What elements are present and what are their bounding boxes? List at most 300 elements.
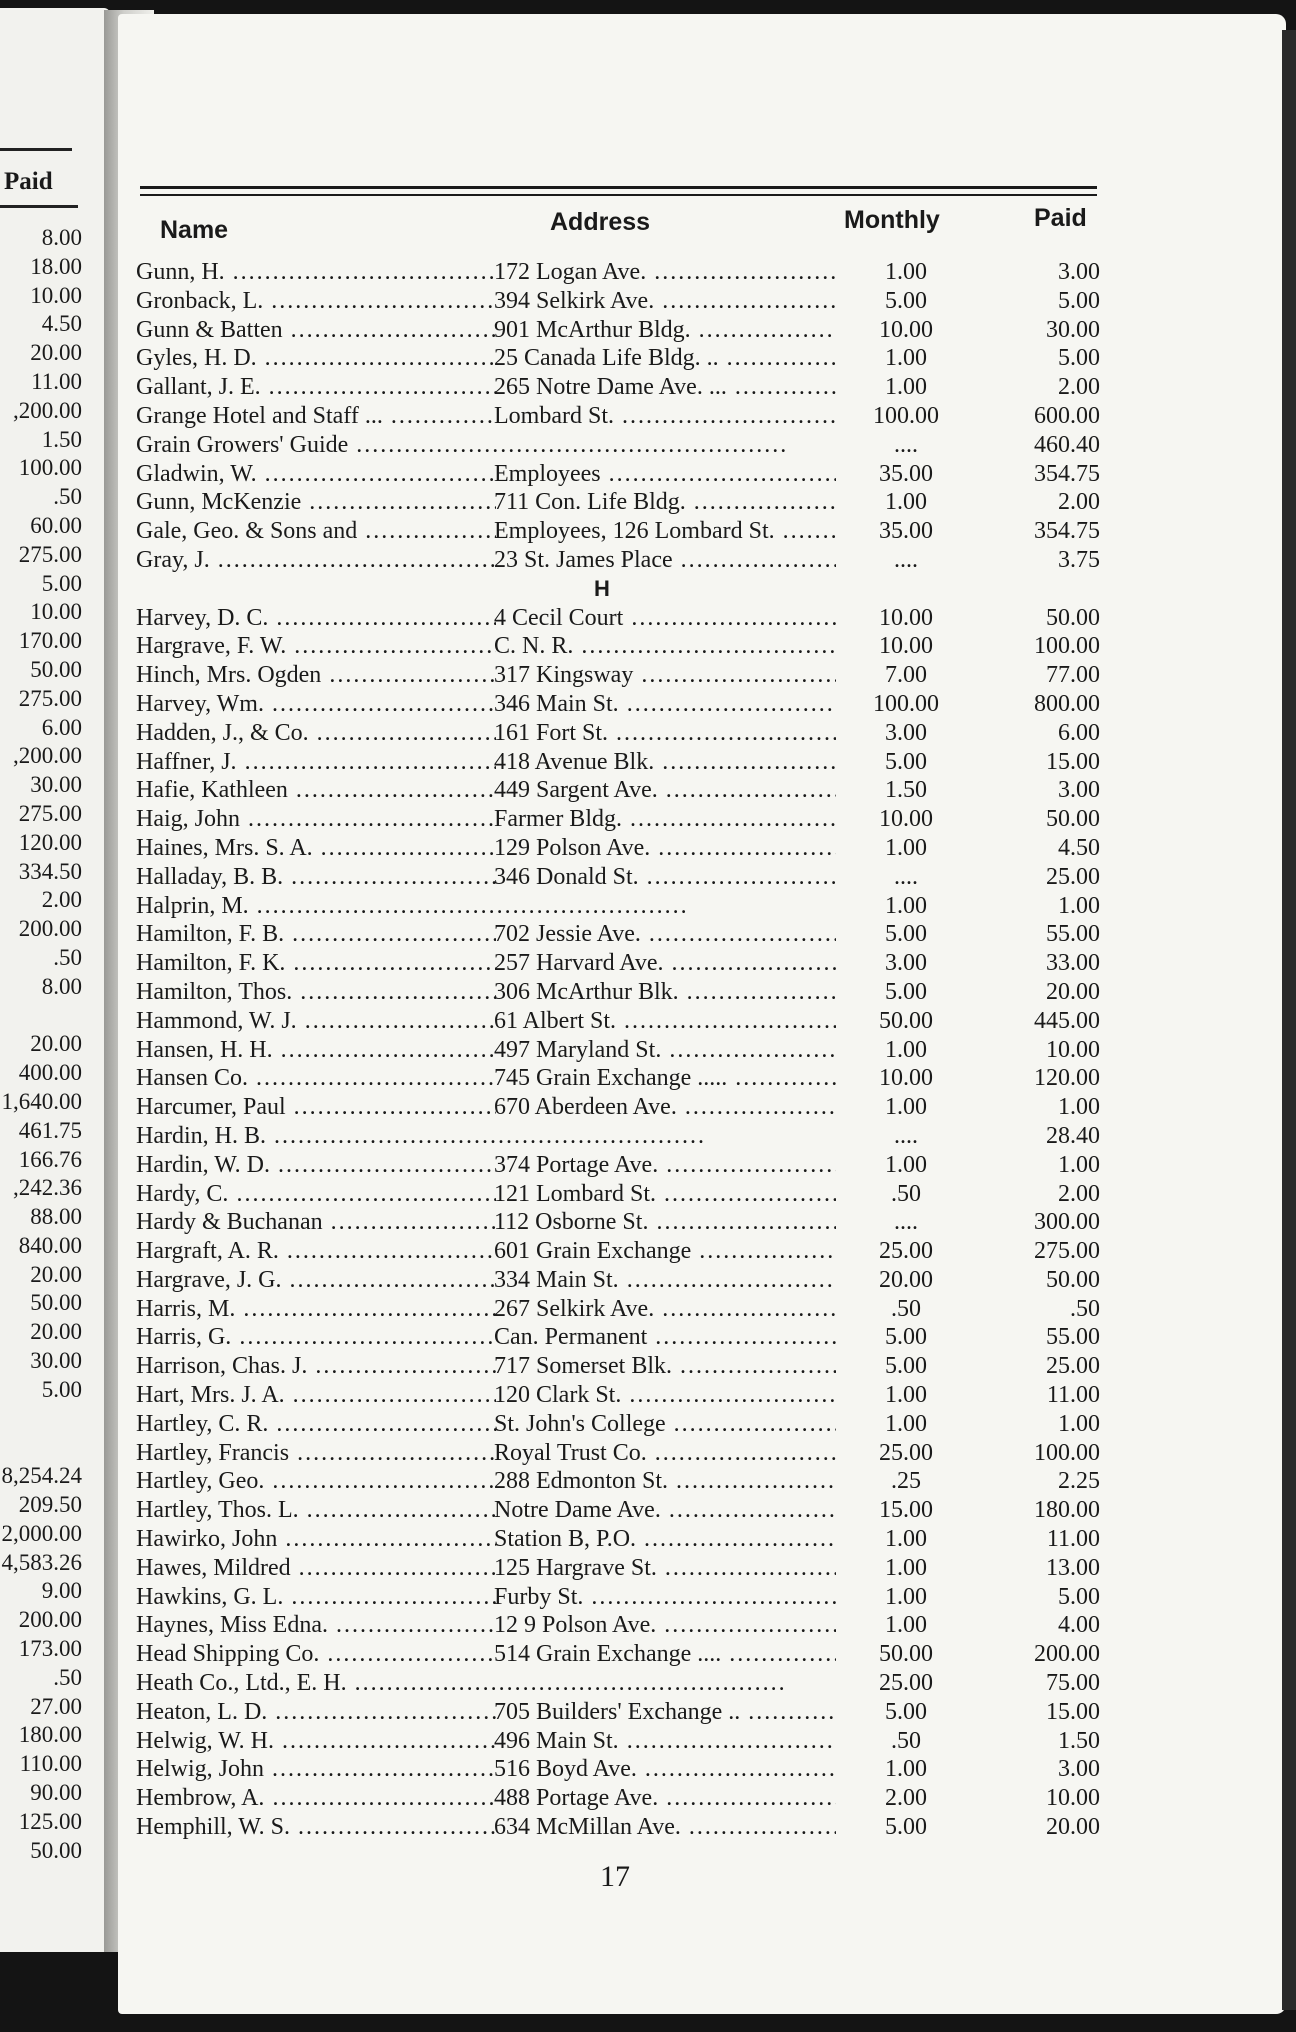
table-row — [136, 920, 1106, 949]
left-page — [0, 8, 110, 1952]
row-name: Harvey, Wm. ..... — [136, 690, 496, 719]
row-name: Harcumer, Paul ..... — [136, 1093, 496, 1122]
row-monthly: .... — [836, 1208, 976, 1237]
row-paid: 10.00 — [976, 1036, 1100, 1065]
table-row — [136, 1323, 1106, 1352]
row-paid: 5.00 — [976, 1583, 1100, 1612]
table-row — [136, 460, 1106, 489]
row-paid: 1.00 — [976, 892, 1100, 921]
left-page-value — [0, 1405, 82, 1434]
table-row — [136, 949, 1106, 978]
row-name: Gladwin, W. ..... — [136, 460, 496, 489]
row-address: 61 Albert St. ..... — [494, 1007, 856, 1036]
row-address: 112 Osborne St. ..... — [494, 1208, 856, 1237]
row-monthly: 1.00 — [836, 344, 976, 373]
row-address: 717 Somerset Blk. ..... — [494, 1352, 856, 1381]
row-name: Harris, M. ..... — [136, 1295, 496, 1324]
left-page-value: 209.50 — [18, 1492, 82, 1518]
row-paid: 445.00 — [976, 1007, 1100, 1036]
left-page-value: 20.00 — [30, 340, 82, 366]
row-monthly: 50.00 — [836, 1007, 976, 1036]
row-address: 257 Harvard Ave. ..... — [494, 949, 856, 978]
row-monthly: 1.00 — [836, 1381, 976, 1410]
row-paid: 600.00 — [976, 402, 1100, 431]
row-monthly: 1.00 — [836, 892, 976, 921]
row-name: Halprin, M. ..... — [136, 892, 856, 921]
left-page-value: 11.00 — [31, 368, 82, 394]
row-paid: 11.00 — [976, 1381, 1100, 1410]
row-paid: 100.00 — [976, 1439, 1100, 1468]
row-name: Hargraft, A. R. ..... — [136, 1237, 496, 1266]
row-paid: 3.00 — [976, 258, 1100, 287]
table-row — [136, 373, 1106, 402]
left-page-value: .50 — [53, 944, 82, 970]
row-name: Gunn & Batten ..... — [136, 316, 496, 345]
row-monthly: 1.50 — [836, 776, 976, 805]
row-paid: 354.75 — [976, 460, 1100, 489]
row-name: Gunn, McKenzie ..... — [136, 488, 496, 517]
left-page-value: ,200.00 — [13, 397, 82, 423]
row-monthly: 5.00 — [836, 978, 976, 1007]
row-address: Farmer Bldg. ..... — [494, 805, 856, 834]
table-row — [136, 1180, 1106, 1209]
row-name: Hamilton, Thos. ..... — [136, 978, 496, 1007]
row-address: 745 Grain Exchange ..... ..... — [494, 1064, 856, 1093]
row-name: Hardin, H. B. ..... — [136, 1122, 856, 1151]
row-paid: 275.00 — [976, 1237, 1100, 1266]
row-address: 418 Avenue Blk. ..... — [494, 748, 856, 777]
row-paid: 50.00 — [976, 604, 1100, 633]
row-name: Harris, G. ..... — [136, 1323, 496, 1352]
table-row — [136, 316, 1106, 345]
row-name: Helwig, W. H. ..... — [136, 1727, 496, 1756]
row-paid: 75.00 — [976, 1669, 1100, 1698]
row-name: Hawkins, G. L. ..... — [136, 1583, 496, 1612]
row-address: 12 9 Polson Ave. ..... — [494, 1611, 856, 1640]
left-page-value: 30.00 — [30, 772, 82, 798]
row-paid: 6.00 — [976, 719, 1100, 748]
row-monthly: 2.00 — [836, 1784, 976, 1813]
table-row — [136, 1237, 1106, 1266]
row-monthly: 1.00 — [836, 834, 976, 863]
row-address: 161 Fort St. ..... — [494, 719, 856, 748]
row-monthly: .... — [836, 1122, 976, 1151]
table-row — [136, 287, 1106, 316]
left-page-value: 1,640.00 — [1, 1088, 82, 1114]
table-row — [136, 834, 1106, 863]
left-page-value: 170.00 — [18, 628, 82, 654]
row-address: 514 Grain Exchange .... ..... — [494, 1640, 856, 1669]
table-row — [136, 1583, 1106, 1612]
row-paid: 11.00 — [976, 1525, 1100, 1554]
row-name: Harvey, D. C. ..... — [136, 604, 496, 633]
row-paid: 15.00 — [976, 748, 1100, 777]
left-page-value: 20.00 — [30, 1319, 82, 1345]
row-address: 670 Aberdeen Ave. ..... — [494, 1093, 856, 1122]
row-address: 516 Boyd Ave. ..... — [494, 1755, 856, 1784]
row-address: Employees, 126 Lombard St. ..... — [494, 517, 856, 546]
double-rule — [140, 194, 1097, 196]
row-monthly: .25 — [836, 1467, 976, 1496]
row-name: Hartley, C. R. ..... — [136, 1410, 496, 1439]
row-address: C. N. R. ..... — [494, 632, 856, 661]
table-row — [136, 1122, 1106, 1151]
row-paid: 2.00 — [976, 488, 1100, 517]
left-page-rule — [0, 205, 78, 208]
left-page-value: 2.00 — [41, 887, 82, 913]
table-row — [136, 690, 1106, 719]
row-name: Hartley, Francis ..... — [136, 1439, 496, 1468]
row-paid: 30.00 — [976, 316, 1100, 345]
row-monthly: 3.00 — [836, 719, 976, 748]
row-address: St. John's College ..... — [494, 1410, 856, 1439]
row-monthly: .... — [836, 863, 976, 892]
row-paid: 100.00 — [976, 632, 1100, 661]
row-paid: 13.00 — [976, 1554, 1100, 1583]
row-monthly: 5.00 — [836, 1352, 976, 1381]
row-paid: 1.00 — [976, 1410, 1100, 1439]
row-monthly: 1.00 — [836, 1036, 976, 1065]
table-row — [136, 258, 1106, 287]
table-row — [136, 1036, 1106, 1065]
row-monthly: 25.00 — [836, 1237, 976, 1266]
row-name: Hawes, Mildred ..... — [136, 1554, 496, 1583]
table-row — [136, 1208, 1106, 1237]
row-name: Head Shipping Co. ..... — [136, 1640, 496, 1669]
table-row — [136, 805, 1106, 834]
left-page-value: .50 — [53, 484, 82, 510]
row-name: Gale, Geo. & Sons and ..... — [136, 517, 496, 546]
table-row — [136, 431, 1106, 460]
left-page-value: 9.00 — [41, 1578, 82, 1604]
left-page-value: 27.00 — [30, 1693, 82, 1719]
left-page-value: 5.00 — [41, 570, 82, 596]
row-name: Hansen, H. H. ..... — [136, 1036, 496, 1065]
row-monthly: 1.00 — [836, 373, 976, 402]
row-monthly: 7.00 — [836, 661, 976, 690]
subscriber-list — [136, 258, 1106, 1842]
table-row — [136, 1266, 1106, 1295]
row-paid: 28.40 — [976, 1122, 1100, 1151]
row-name: Gallant, J. E. ..... — [136, 373, 496, 402]
row-name: Haig, John ..... — [136, 805, 496, 834]
row-paid: .50 — [976, 1295, 1100, 1324]
row-address: 601 Grain Exchange ..... — [494, 1237, 856, 1266]
row-name: Gyles, H. D. ..... — [136, 344, 496, 373]
row-monthly: 10.00 — [836, 1064, 976, 1093]
table-row — [136, 719, 1106, 748]
page-edge — [1282, 30, 1296, 2010]
row-name: Hammond, W. J. ..... — [136, 1007, 496, 1036]
row-monthly: 1.00 — [836, 1093, 976, 1122]
left-page-value: 8.00 — [41, 973, 82, 999]
row-name: Hemphill, W. S. ..... — [136, 1813, 496, 1842]
column-header-address: Address — [550, 208, 651, 236]
row-paid: 1.50 — [976, 1727, 1100, 1756]
table-row — [136, 1554, 1106, 1583]
page-number: 17 — [600, 1860, 630, 1893]
left-page-value: 8.00 — [41, 225, 82, 250]
row-address: 497 Maryland St. ..... — [494, 1036, 856, 1065]
row-monthly: .50 — [836, 1180, 976, 1209]
left-page-value: 334.50 — [18, 858, 82, 884]
row-paid: 5.00 — [976, 287, 1100, 316]
row-address: 267 Selkirk Ave. ..... — [494, 1295, 856, 1324]
row-monthly: .50 — [836, 1727, 976, 1756]
table-row — [136, 1813, 1106, 1842]
left-page-value: 166.76 — [18, 1146, 82, 1172]
table-row — [136, 1698, 1106, 1727]
row-paid: 120.00 — [976, 1064, 1100, 1093]
left-page-value: 461.75 — [18, 1117, 82, 1143]
row-address: 394 Selkirk Ave. ..... — [494, 287, 856, 316]
table-row — [136, 1611, 1106, 1640]
row-address: 702 Jessie Ave. ..... — [494, 920, 856, 949]
left-page-value — [0, 1002, 82, 1031]
row-monthly: 1.00 — [836, 1410, 976, 1439]
row-address: 129 Polson Ave. ..... — [494, 834, 856, 863]
row-address: 374 Portage Ave. ..... — [494, 1151, 856, 1180]
row-monthly: 1.00 — [836, 1151, 976, 1180]
row-paid: 55.00 — [976, 1323, 1100, 1352]
table-row — [136, 1151, 1106, 1180]
left-page-value: 173.00 — [18, 1636, 82, 1662]
row-name: Hartley, Thos. L. ..... — [136, 1496, 496, 1525]
left-page-paid-column — [0, 224, 82, 1865]
row-name: Haffner, J. ..... — [136, 748, 496, 777]
row-monthly: 50.00 — [836, 1640, 976, 1669]
row-address: 23 St. James Place ..... — [494, 546, 856, 575]
table-row — [136, 604, 1106, 633]
column-header-monthly: Monthly — [844, 206, 940, 234]
table-row — [136, 1727, 1106, 1756]
row-monthly: 25.00 — [836, 1669, 976, 1698]
row-address: 449 Sargent Ave. ..... — [494, 776, 856, 805]
row-address: Royal Trust Co. ..... — [494, 1439, 856, 1468]
row-monthly: 15.00 — [836, 1496, 976, 1525]
table-row — [136, 1410, 1106, 1439]
row-address: Furby St. ..... — [494, 1583, 856, 1612]
left-page-value: 2,000.00 — [1, 1520, 82, 1546]
row-name: Hartley, Geo. ..... — [136, 1467, 496, 1496]
row-paid: 5.00 — [976, 344, 1100, 373]
left-page-value: 8,254.24 — [1, 1463, 82, 1489]
row-name: Hardy & Buchanan ..... — [136, 1208, 496, 1237]
row-name: Haines, Mrs. S. A. ..... — [136, 834, 496, 863]
row-monthly: 10.00 — [836, 316, 976, 345]
row-name: Hembrow, A. ..... — [136, 1784, 496, 1813]
row-monthly: 5.00 — [836, 287, 976, 316]
left-page-value: 200.00 — [18, 916, 82, 942]
row-address: 125 Hargrave St. ..... — [494, 1554, 856, 1583]
row-monthly: 5.00 — [836, 1698, 976, 1727]
table-row — [136, 1093, 1106, 1122]
table-row — [136, 1640, 1106, 1669]
row-monthly: .... — [836, 546, 976, 575]
table-row — [136, 517, 1106, 546]
row-monthly: 1.00 — [836, 1611, 976, 1640]
table-row — [136, 1064, 1106, 1093]
left-page-value: 88.00 — [30, 1204, 82, 1230]
section-letter: H — [594, 575, 610, 601]
top-rule — [140, 186, 1097, 189]
row-address: 496 Main St. ..... — [494, 1727, 856, 1756]
row-monthly: .... — [836, 431, 976, 460]
row-paid: 2.25 — [976, 1467, 1100, 1496]
row-name: Helwig, John ..... — [136, 1755, 496, 1784]
row-paid: 10.00 — [976, 1784, 1100, 1813]
row-address: 121 Lombard St. ..... — [494, 1180, 856, 1209]
row-paid: 800.00 — [976, 690, 1100, 719]
left-page-value: 180.00 — [18, 1722, 82, 1748]
row-paid: 354.75 — [976, 517, 1100, 546]
row-name: Heaton, L. D. ..... — [136, 1698, 496, 1727]
left-page-value: 110.00 — [19, 1751, 82, 1777]
left-page-value: 6.00 — [41, 714, 82, 740]
row-paid: 4.50 — [976, 834, 1100, 863]
row-monthly: 10.00 — [836, 632, 976, 661]
row-address: 488 Portage Ave. ..... — [494, 1784, 856, 1813]
row-paid: 15.00 — [976, 1698, 1100, 1727]
row-paid: 460.40 — [976, 431, 1100, 460]
row-monthly: 1.00 — [836, 1554, 976, 1583]
row-name: Hamilton, F. K. ..... — [136, 949, 496, 978]
row-address: 711 Con. Life Bldg. ..... — [494, 488, 856, 517]
left-page-value: 275.00 — [18, 685, 82, 711]
row-paid: 20.00 — [976, 1813, 1100, 1842]
row-address: 265 Notre Dame Ave. ... ..... — [494, 373, 856, 402]
row-name: Hawirko, John ..... — [136, 1525, 496, 1554]
row-name: Hamilton, F. B. ..... — [136, 920, 496, 949]
row-name: Halladay, B. B. ..... — [136, 863, 496, 892]
row-name: Harrison, Chas. J. ..... — [136, 1352, 496, 1381]
left-page-paid-header: Paid — [4, 168, 53, 195]
left-page-value: 1.50 — [41, 426, 82, 452]
left-page-value: 275.00 — [18, 541, 82, 567]
table-row — [136, 1525, 1106, 1554]
row-address: 634 McMillan Ave. ..... — [494, 1813, 856, 1842]
row-name: Hinch, Mrs. Ogden ..... — [136, 661, 496, 690]
left-page-value: 20.00 — [30, 1031, 82, 1057]
left-page-value: 20.00 — [30, 1261, 82, 1287]
row-address: 4 Cecil Court ..... — [494, 604, 856, 633]
row-monthly: 1.00 — [836, 1525, 976, 1554]
column-header-paid: Paid — [1034, 204, 1087, 232]
row-monthly: 25.00 — [836, 1439, 976, 1468]
row-address: 172 Logan Ave. ..... — [494, 258, 856, 287]
row-address: 705 Builders' Exchange .. ..... — [494, 1698, 856, 1727]
row-name: Heath Co., Ltd., E. H. ..... — [136, 1669, 856, 1698]
left-page-value: 50.00 — [30, 656, 82, 682]
row-monthly: 5.00 — [836, 1323, 976, 1352]
row-paid: 33.00 — [976, 949, 1100, 978]
table-row — [136, 748, 1106, 777]
row-address: 334 Main St. ..... — [494, 1266, 856, 1295]
row-address: Station B, P.O. ..... — [494, 1525, 856, 1554]
row-name: Hadden, J., & Co. ..... — [136, 719, 496, 748]
table-row — [136, 863, 1106, 892]
left-page-value: 840.00 — [18, 1232, 82, 1258]
row-monthly: 35.00 — [836, 460, 976, 489]
left-page-value: 100.00 — [18, 455, 82, 481]
row-paid: 50.00 — [976, 1266, 1100, 1295]
table-row — [136, 1352, 1106, 1381]
left-page-value — [0, 1433, 82, 1462]
row-name: Gray, J. ..... — [136, 546, 496, 575]
left-page-value: 400.00 — [18, 1060, 82, 1086]
left-page-top-rule — [0, 148, 72, 151]
row-name: Gronback, L. ..... — [136, 287, 496, 316]
row-name: Hargrave, F. W. ..... — [136, 632, 496, 661]
table-row — [136, 776, 1106, 805]
left-page-value: 90.00 — [30, 1780, 82, 1806]
left-page-value: 50.00 — [30, 1837, 82, 1863]
row-address: 346 Main St. ..... — [494, 690, 856, 719]
table-row — [136, 402, 1106, 431]
left-page-value: 5.00 — [41, 1376, 82, 1402]
left-page-value: 50.00 — [30, 1290, 82, 1316]
left-page-value: 10.00 — [30, 599, 82, 625]
row-paid: 4.00 — [976, 1611, 1100, 1640]
table-row — [136, 1669, 1106, 1698]
row-paid: 3.00 — [976, 776, 1100, 805]
row-paid: 55.00 — [976, 920, 1100, 949]
row-name: Hardy, C. ..... — [136, 1180, 496, 1209]
table-row — [136, 1295, 1106, 1324]
row-name: Grange Hotel and Staff ... ..... — [136, 402, 496, 431]
row-paid: 50.00 — [976, 805, 1100, 834]
row-monthly: 3.00 — [836, 949, 976, 978]
row-name: Hart, Mrs. J. A. ..... — [136, 1381, 496, 1410]
table-row — [136, 1755, 1106, 1784]
row-paid: 180.00 — [976, 1496, 1100, 1525]
row-monthly: 5.00 — [836, 920, 976, 949]
row-paid: 2.00 — [976, 373, 1100, 402]
row-monthly: 100.00 — [836, 402, 976, 431]
row-address: Notre Dame Ave. ..... — [494, 1496, 856, 1525]
left-page-value: 125.00 — [18, 1808, 82, 1834]
left-page-value: 10.00 — [30, 282, 82, 308]
left-page-value: .50 — [53, 1664, 82, 1690]
table-row — [136, 1496, 1106, 1525]
row-address: 306 McArthur Blk. ..... — [494, 978, 856, 1007]
row-address: 901 McArthur Bldg. ..... — [494, 316, 856, 345]
table-row — [136, 546, 1106, 575]
row-name: Gunn, H. ..... — [136, 258, 496, 287]
row-name: Grain Growers' Guide ..... — [136, 431, 856, 460]
row-monthly: 1.00 — [836, 258, 976, 287]
row-name: Hansen Co. ..... — [136, 1064, 496, 1093]
row-monthly: 1.00 — [836, 1583, 976, 1612]
table-row — [136, 892, 1106, 921]
column-header-name: Name — [160, 216, 229, 244]
row-monthly: 1.00 — [836, 1755, 976, 1784]
left-page-value: ,242.36 — [13, 1175, 82, 1201]
row-address: 317 Kingsway ..... — [494, 661, 856, 690]
table-row — [136, 1439, 1106, 1468]
row-address: Can. Permanent ..... — [494, 1323, 856, 1352]
table-row — [136, 978, 1106, 1007]
row-paid: 3.00 — [976, 1755, 1100, 1784]
row-paid: 300.00 — [976, 1208, 1100, 1237]
row-paid: 3.75 — [976, 546, 1100, 575]
row-name: Hardin, W. D. ..... — [136, 1151, 496, 1180]
row-paid: 2.00 — [976, 1180, 1100, 1209]
row-monthly: .50 — [836, 1295, 976, 1324]
row-address: Employees ..... — [494, 460, 856, 489]
table-row — [136, 1784, 1106, 1813]
row-monthly: 35.00 — [836, 517, 976, 546]
